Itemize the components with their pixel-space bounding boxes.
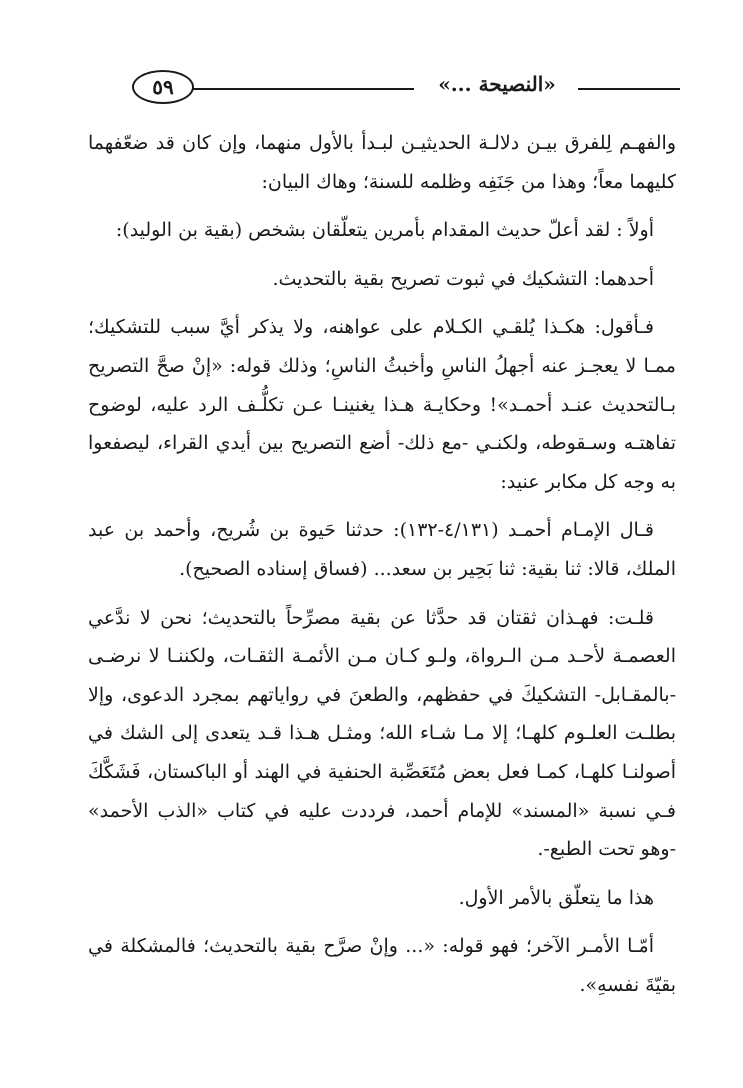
page-header [88, 66, 680, 110]
paragraph-5: قـال الإمـام أحمـد (٤/١٣١-١٣٢): حدثنا حَيوة بن شُريح، وأحمد بن عبد الملك، قالا: ثنا بقية: ثنا بَحِير بن سعد... (فساق إسناده الصحيح). [88, 519, 676, 580]
paragraph-3: أحدهما: التشكيك في ثبوت تصريح بقية بالتحديث. [272, 267, 654, 290]
paragraph-2: أولاً : لقد أعلّ حديث المقدام بأمرين يتعلّقان بشخص (بقية بن الوليد): [115, 219, 654, 242]
paragraph-6: قلـت: فهـذان ثقتان قد حدَّثا عن بقية مصرِّحاً بالتحديث؛ نحن لا ندَّعي العصمـة لأحـد مـن الـرواة، ولـو كـان مـن الأئمـة الثقـات، ولكننـا لا نرضـى -بالمقـابل- التشكيكَ في حفظهم، والطعنَ في رواياتهم بمجرد الدعوى، وإلا بطلـت العلـوم كلهـا؛ إلا مـا شـاء الله؛ ومثـل هـذا قـد يتعدى إلى الشك في أصولنـا كلهـا، كمـا فعل بعض مُتَعَصِّبة الحنفية في الهند أو الباكستان، فَشَكَّكَ فـي نسبة «المسند» للإمام أحمد، فرددت عليه في كتاب «الذب الأحمد» -وهو تحت الطبع-. [88, 606, 676, 861]
paragraph-8: أمّـا الأمـر الآخر؛ فهو قوله: «... وإنْ صرَّح بقية بالتحديث؛ فالمشكلة في بقيّةَ نفسهِ». [88, 935, 676, 996]
page-number-badge: ٥٩ [132, 70, 194, 104]
page-body [88, 124, 676, 1014]
running-title: «النصيحة ...» [438, 72, 556, 96]
header-rule-left [184, 88, 414, 90]
header-rule-right [578, 88, 680, 90]
paragraph-4: فـأقول: هكـذا يُلقـي الكـلام على عواهنه، ولا يذكر أيَّ سبب للتشكيك؛ ممـا لا يعجـز عنه أجهلُ الناسِ وأخبثُ الناسِ؛ وذلك قوله: «إنْ صحَّ التصريح بـالتحديث عنـد أحمـد»! وحكايـة هـذا يغنينـا عـن تكلُّـف الرد عليه، لوضوح تفاهتـه وسـقوطه، ولكنـي -مع ذلك- أضع التصريح بين أيدي القراء، ليصفعوا به وجه كل مكابر عنيد: [88, 316, 676, 493]
paragraph-1: والفهـم لِلفرق بيـن دلالـة الحديثيـن لبـدأ بالأول منهما، وإن كان قد ضعّفهما كليهما معاً؛ وهذا من جَنَفِه وظلمه للسنة؛ وهاك البيان: [88, 132, 676, 193]
paragraph-7: هذا ما يتعلّق بالأمر الأول. [458, 886, 654, 909]
